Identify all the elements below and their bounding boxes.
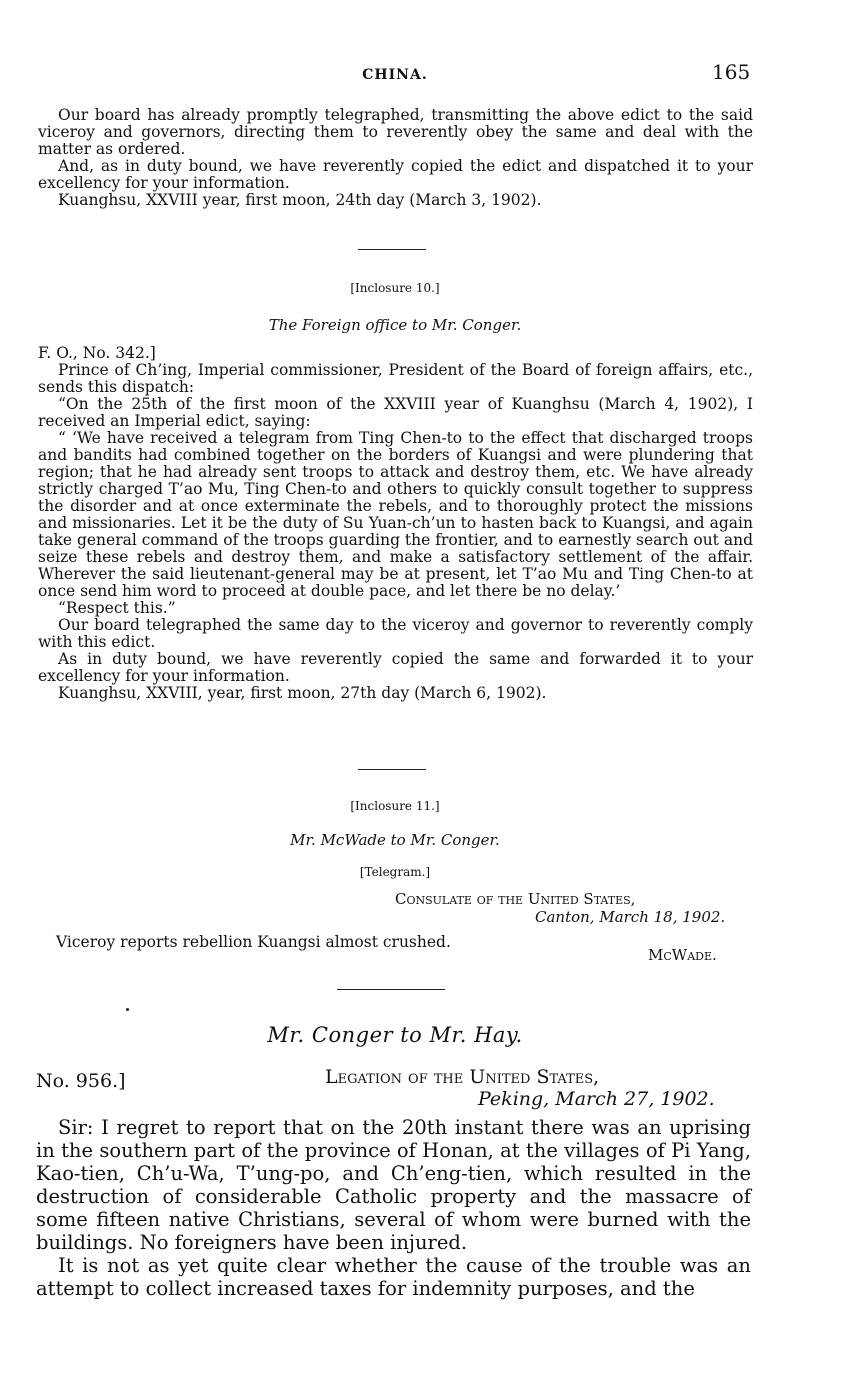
paragraph: Our board telegraphed the same day to the viceroy and governor to reverently comply with this edict. — [38, 616, 753, 651]
paragraph: Kuanghsu, XXVIII, year, first moon, 27th day (March 6, 1902). — [58, 684, 547, 702]
paragraph: “Respect this.” — [58, 599, 176, 617]
telegram-label: [Telegram.] — [359, 865, 431, 879]
divider — [358, 249, 426, 250]
paragraph: Our board has already promptly telegraphed, transmitting the above edict to the said viceroy and governors, directing them to reverently obey the same and deal with the matter as ordered. — [38, 106, 753, 158]
consulate-place-date: Canton, March 18, 1902. — [535, 908, 726, 926]
paragraph: It is not as yet quite clear whether the cause of the trouble was an attempt to collect increased taxes for indemnity purposes, and the — [36, 1254, 751, 1300]
paragraph: Prince of Ch’ing, Imperial commissioner, President of the Board of foreign affairs, etc., sends this dispatch: — [38, 361, 753, 396]
page-number: 165 — [712, 60, 751, 84]
signature: McWade. — [648, 946, 717, 964]
letter-heading: Mr. Conger to Mr. Hay. — [267, 1023, 523, 1047]
paragraph: Sir: I regret to report that on the 20th instant there was an uprising in the southern part of the province of Honan, at the villages of Pi Yang, Kao-tien, Ch’u-Wa, T’ung-po, and Ch’eng-tien, which resulted in the destruction of considerable Catholic property and the massacre of some fifteen native Christians, several of whom were burned with the buildings. No foreigners have been injured. — [36, 1116, 751, 1254]
divider — [358, 769, 426, 770]
paragraph: As in duty bound, we have reverently copied the same and forwarded it to your excellency for your information. — [38, 650, 753, 685]
telegram-message: Viceroy reports rebellion Kuangsi almost crushed. — [56, 933, 451, 951]
divider — [337, 989, 445, 990]
inclosure10-heading: The Foreign office to Mr. Conger. — [268, 316, 522, 334]
legation-origin: Legation of the United States, — [325, 1066, 600, 1088]
letter-number: No. 956.] — [36, 1070, 126, 1092]
inclosure10-label: [Inclosure 10.] — [350, 281, 440, 295]
consulate-origin: Consulate of the United States, — [395, 890, 636, 908]
stray-mark — [126, 1008, 129, 1011]
legation-place-date: Peking, March 27, 1902. — [478, 1088, 715, 1110]
paragraph: Kuanghsu, XXVIII year, first moon, 24th day (March 3, 1902). — [58, 191, 542, 209]
paragraph: “On the 25th of the first moon of the XXVIII year of Kuanghsu (March 4, 1902), I received an Imperial edict, saying: — [38, 395, 753, 430]
letter-body — [36, 1116, 751, 1300]
inclosure11-label: [Inclosure 11.] — [350, 799, 440, 813]
paragraph: “ ‘We have received a telegram from Ting Chen-to to the effect that discharged troops and bandits had combined together on the borders of Kuangsi and were plundering that region; that he had already sent troops to attack and destroy them, etc. We have already strictly charged T’ao Mu, Ting Chen-to and others to quickly consult together to suppress the disorder and at once exterminate the rebels, and to thoroughly protect the missions and missionaries. Let it be the duty of Su Yuan-ch’un to hasten back to Kuangsi, and again take general command of the troops guarding the frontier, and to earnestly search out and seize these rebels and destroy them, and make a satisfactory settlement of the affair. Wherever the said lieutenant-general may be at present, let T’ao Mu and Ting Chen-to at once send him word to proceed at double pace, and let there be no delay.’ — [38, 429, 753, 600]
inclosure10-text — [38, 345, 753, 702]
inclosure11-heading: Mr. McWade to Mr. Conger. — [290, 831, 500, 849]
running-header: CHINA. — [362, 67, 428, 83]
paragraph: And, as in duty bound, we have reverently copied the edict and dispatched it to your excellency for your information. — [38, 157, 753, 192]
section1-text — [38, 107, 753, 209]
reference-number: F. O., No. 342.] — [38, 344, 156, 362]
